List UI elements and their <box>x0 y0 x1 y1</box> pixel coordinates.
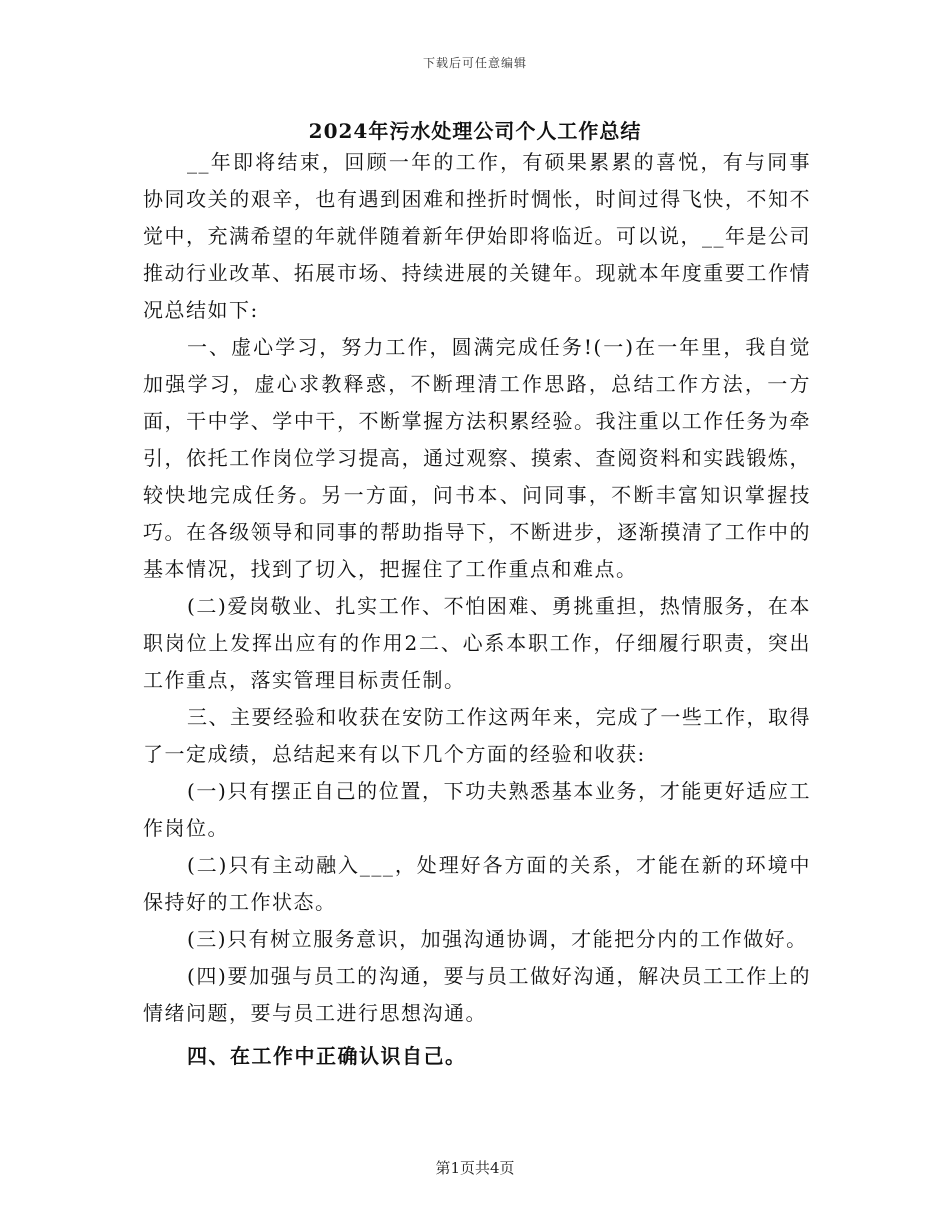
page-header-note: 下载后可任意编辑 <box>422 56 527 70</box>
paragraph-section-one-sub-two: (二)爱岗敬业、扎实工作、不怕困难、勇挑重担，热情服务，在本职岗位上发挥出应有的作用2二、心系本职工作，仔细履行职责，突出工作重点，落实管理目标责任制。 <box>143 594 811 692</box>
paragraph-section-three: 三、主要经验和收获在安防工作这两年来，完成了一些工作，取得了一定成绩，总结起来有以下几个方面的经验和收获: <box>143 705 811 766</box>
paragraph-experience-four: (四)要加强与员工的沟通，要与员工做好沟通，解决员工工作上的情绪问题，要与员工进行思想沟通。 <box>143 964 811 1025</box>
document-title: 2024年污水处理公司个人工作总结 <box>308 119 642 143</box>
document-body <box>143 144 811 1075</box>
paragraph-experience-three: (三)只有树立服务意识，加强沟通协调，才能把分内的工作做好。 <box>187 927 808 951</box>
paragraph-experience-one: (一)只有摆正自己的位置，下功夫熟悉基本业务，才能更好适应工作岗位。 <box>143 779 811 840</box>
section-four-heading: 四、在工作中正确认识自己。 <box>187 1044 467 1068</box>
paragraph-intro: __年即将结束，回顾一年的工作，有硕果累累的喜悦，有与同事协同攻关的艰辛，也有遇到困难和挫折时惆怅，时间过得飞快，不知不觉中，充满希望的年就伴随着新年伊始即将临近。可以说，__年是公司推动行业改革、拓展市场、持续进展的关键年。现就本年度重要工作情况总结如下: <box>143 150 811 322</box>
paragraph-experience-two: (二)只有主动融入___，处理好各方面的关系，才能在新的环境中保持好的工作状态。 <box>143 853 811 914</box>
paragraph-section-one: 一、虚心学习，努力工作，圆满完成任务!(一)在一年里，我自觉加强学习，虚心求教释惑，不断理清工作思路，总结工作方法，一方面，干中学、学中干，不断掌握方法积累经验。我注重以工作任务为牵引，依托工作岗位学习提高，通过观察、摸索、查阅资料和实践锻炼，较快地完成任务。另一方面，问书本、问同事，不断丰富知识掌握技巧。在各级领导和同事的帮助指导下，不断进步，逐渐摸清了工作中的基本情况，找到了切入，把握住了工作重点和难点。 <box>143 335 811 581</box>
page-number-footer: 第1页共4页 <box>435 1159 515 1177</box>
